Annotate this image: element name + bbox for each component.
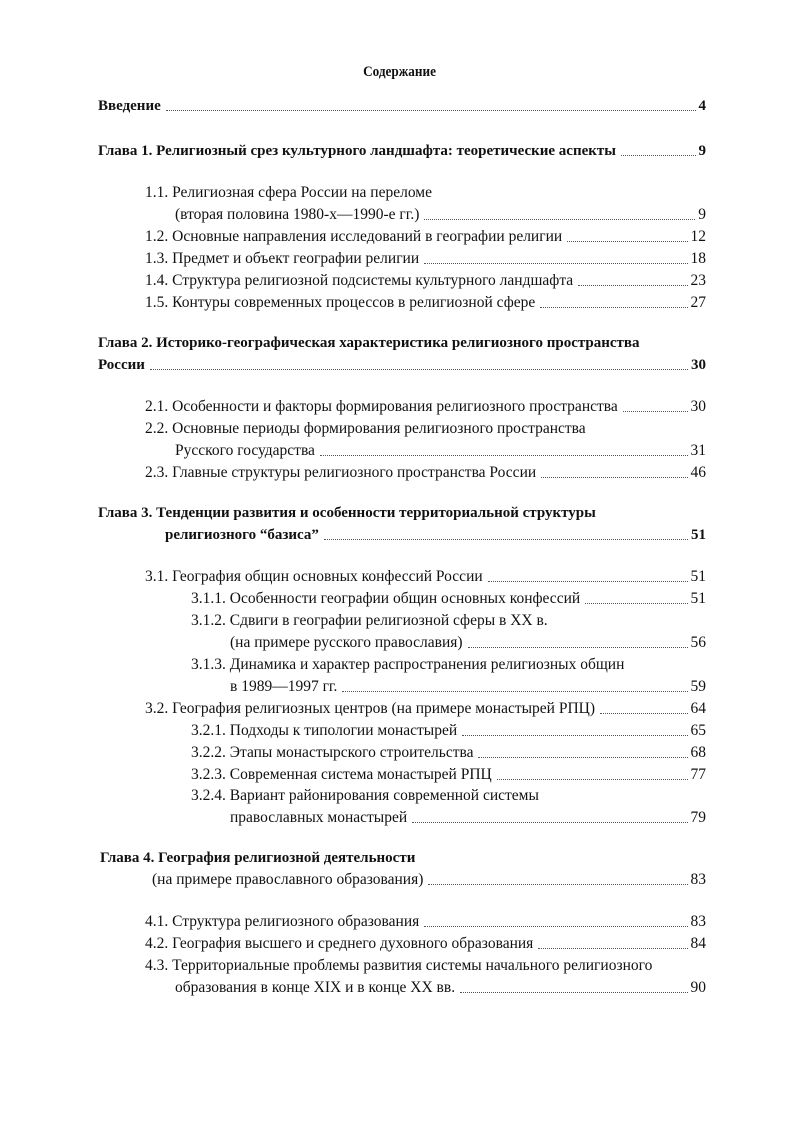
toc-entry-s2_1	[145, 397, 706, 417]
toc-entry-s1_4	[145, 271, 706, 291]
toc-entry-ch4b	[152, 870, 706, 890]
toc-entry-ch4a	[100, 848, 415, 868]
dot-leader	[621, 155, 696, 156]
toc-entry-ch3b	[165, 525, 706, 545]
toc-entry-title: 1.5. Контуры современных процессов в религиозной сфере	[145, 294, 536, 311]
dot-leader	[497, 779, 688, 780]
dot-leader	[538, 948, 687, 949]
toc-entry-title: 2.1. Особенности и факторы формирования религиозного пространства	[145, 398, 618, 415]
toc-page-number: 9	[698, 206, 706, 223]
toc-entry-title: 3.2.4. Вариант районирования современной системы	[191, 787, 539, 804]
toc-entry-s4_3b	[175, 978, 706, 998]
toc-entry-s2_3	[145, 463, 706, 483]
toc-entry-s3_2_4a	[191, 786, 539, 806]
toc-entry-title: Глава 3. Тенденции развития и особенности территориальной структуры	[98, 505, 596, 521]
toc-entry-title: Глава 4. География религиозной деятельности	[100, 850, 416, 866]
toc-entry-title: 3.1.2. Сдвиги в географии религиозной сферы в XX в.	[191, 612, 548, 629]
toc-entry-s3_2	[145, 699, 706, 719]
toc-page-number: 30	[691, 357, 706, 373]
dot-leader	[342, 691, 687, 692]
toc-page-number: 31	[690, 442, 706, 459]
toc-page-number: 68	[690, 744, 706, 761]
toc-page-number: 83	[690, 913, 706, 930]
toc-page-number: 4	[698, 98, 706, 114]
toc-entry-ch1	[98, 141, 706, 161]
dot-leader	[541, 477, 687, 478]
dot-leader	[166, 110, 696, 111]
toc-entry-title: 2.3. Главные структуры религиозного пространства России	[145, 464, 537, 481]
toc-entry-title: 4.1. Структура религиозного образования	[145, 913, 420, 930]
dot-leader	[324, 539, 688, 540]
toc-page-number: 84	[690, 935, 706, 952]
toc-entry-title: 1.4. Структура религиозной подсистемы культурного ландшафта	[145, 272, 574, 289]
toc-entry-title: Русского государства	[175, 442, 315, 459]
toc-entry-title: 4.2. География высшего и среднего духовного образования	[145, 935, 534, 952]
dot-leader	[478, 757, 687, 758]
toc-page-number: 64	[690, 700, 706, 717]
dot-leader	[540, 307, 687, 308]
dot-leader	[468, 647, 688, 648]
toc-entry-s4_3a	[145, 956, 652, 976]
toc-entry-s1_2	[145, 227, 706, 247]
toc-entry-title: 3.1.1. Особенности географии общин основных конфессий	[191, 590, 581, 607]
toc-entry-title: 3.2.1. Подходы к типологии монастырей	[191, 722, 458, 739]
dot-leader	[578, 285, 687, 286]
toc-entry-s3_1_3b	[230, 677, 706, 697]
toc-entry-title: Введение	[98, 98, 161, 114]
toc-page-number: 27	[690, 294, 706, 311]
toc-page-number: 65	[690, 722, 706, 739]
toc-entry-s1_5	[145, 293, 706, 313]
toc-page-number: 12	[690, 228, 706, 245]
dot-leader	[600, 713, 687, 714]
toc-entry-title: образования в конце XIX и в конце XX вв.	[175, 979, 456, 996]
toc-entry-title: 1.3. Предмет и объект географии религии	[145, 250, 420, 267]
toc-entry-title: Глава 1. Религиозный срез культурного ландшафта: теоретические аспекты	[98, 143, 616, 159]
dot-leader	[488, 581, 688, 582]
toc-entry-title: 3.2.3. Современная система монастырей РПЦ	[191, 766, 492, 783]
toc-entry-s3_1_1	[191, 589, 706, 609]
toc-entry-ch2b	[98, 355, 706, 375]
toc-entry-title: (вторая половина 1980-х—1990-е гг.)	[175, 206, 420, 223]
toc-entry-title: 4.3. Территориальные проблемы развития системы начального религиозного	[145, 957, 653, 974]
toc-entry-title: 3.1. География общин основных конфессий России	[145, 568, 483, 585]
toc-page-number: 46	[690, 464, 706, 481]
toc-page-number: 90	[690, 979, 706, 996]
dot-leader	[150, 369, 688, 370]
toc-entry-title: религиозного “базиса”	[165, 527, 319, 543]
toc-page-number: 51	[690, 568, 706, 585]
toc-entry-s3_2_2	[191, 743, 706, 763]
toc-entry-title: (на примере православного образования)	[152, 871, 424, 888]
toc-entry-title: 3.2. География религиозных центров (на примере монастырей РПЦ)	[145, 700, 596, 717]
toc-entry-s4_1	[145, 912, 706, 932]
toc-entry-s1_1a	[145, 183, 432, 203]
toc-entry-intro	[98, 96, 706, 116]
toc-page-number: 18	[690, 250, 706, 267]
toc-page-number: 77	[690, 766, 706, 783]
toc-entry-title: (на примере русского православия)	[230, 634, 463, 651]
dot-leader	[320, 455, 688, 456]
toc-entry-s3_1_3a	[191, 655, 624, 675]
toc-entry-title: 2.2. Основные периоды формирования религиозного пространства	[145, 420, 586, 437]
toc-entry-title: 1.1. Религиозная сфера России на переломе	[145, 184, 432, 201]
toc-entry-title: 3.1.3. Динамика и характер распространения религиозных общин	[191, 656, 625, 673]
dot-leader	[462, 735, 687, 736]
toc-entry-s2_2a	[145, 419, 586, 439]
dot-leader	[424, 219, 695, 220]
toc-entry-s1_1b	[175, 205, 706, 225]
toc-page-number: 56	[690, 634, 706, 651]
dot-leader	[428, 884, 687, 885]
toc-entry-s1_3	[145, 249, 706, 269]
dot-leader	[567, 241, 687, 242]
toc-entry-s3_2_1	[191, 721, 706, 741]
toc-entry-title: Глава 2. Историко-географическая характеристика религиозного пространства	[98, 335, 640, 351]
toc-page-number: 79	[690, 809, 706, 826]
page-title: Содержание	[363, 64, 436, 80]
toc-entry-title: в 1989—1997 гг.	[230, 678, 338, 695]
toc-entry-title: православных монастырей	[230, 809, 408, 826]
dot-leader	[424, 263, 687, 264]
dot-leader	[424, 926, 687, 927]
toc-entry-ch3a	[98, 503, 596, 523]
toc-entry-s3_2_3	[191, 765, 706, 785]
toc-entry-s3_2_4b	[230, 808, 706, 828]
toc-entry-s4_2	[145, 934, 706, 954]
toc-page-number: 30	[690, 398, 706, 415]
dot-leader	[623, 411, 688, 412]
toc-entry-title: 1.2. Основные направления исследований в географии религии	[145, 228, 563, 245]
toc-page-number: 51	[691, 527, 706, 543]
toc-entry-ch2a	[98, 333, 640, 353]
toc-entry-s3_1	[145, 567, 706, 587]
toc-page-number: 83	[690, 871, 706, 888]
dot-leader	[412, 822, 687, 823]
toc-entry-title: России	[98, 357, 145, 373]
dot-leader	[460, 992, 687, 993]
toc-entry-s3_1_2b	[230, 633, 706, 653]
toc-entry-s3_1_2a	[191, 611, 548, 631]
toc-entry-title: 3.2.2. Этапы монастырского строительства	[191, 744, 474, 761]
toc-page-number: 59	[690, 678, 706, 695]
toc-page-number: 51	[690, 590, 706, 607]
toc-page-number: 9	[698, 143, 706, 159]
toc-page-number: 23	[690, 272, 706, 289]
dot-leader	[585, 603, 687, 604]
toc-entry-s2_2b	[175, 441, 706, 461]
